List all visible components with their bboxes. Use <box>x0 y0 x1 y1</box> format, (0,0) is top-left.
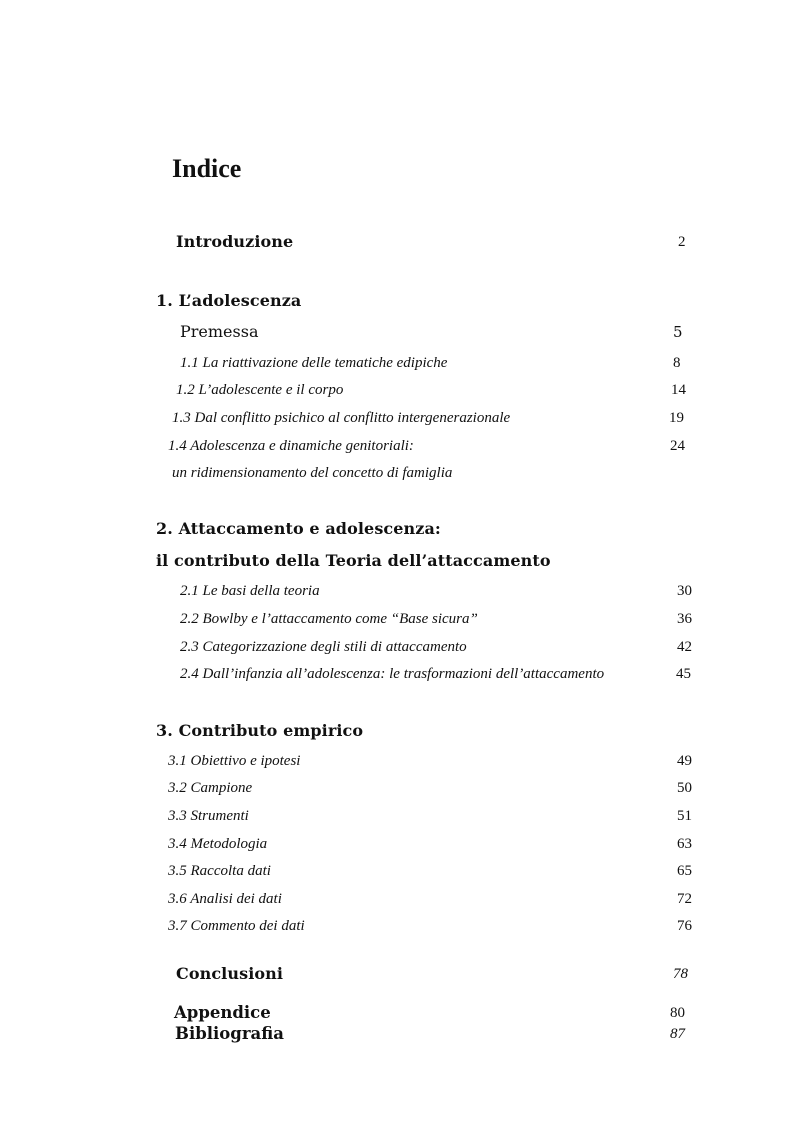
toc-section-1-1-page: 8 <box>673 355 681 371</box>
toc-bibliografia-page: 87 <box>670 1026 685 1042</box>
toc-section-2-4-page: 45 <box>676 666 691 682</box>
toc-premessa-label: Premessa <box>180 322 259 341</box>
toc-section-3-3: 3.3 Strumenti <box>168 808 249 824</box>
toc-section-2-1-page: 30 <box>677 583 692 599</box>
toc-conclusioni-label: Conclusioni <box>176 964 284 983</box>
toc-chapter-2-heading: 2. Attaccamento e adolescenza: <box>156 519 441 538</box>
toc-section-3-5: 3.5 Raccolta dati <box>168 863 271 879</box>
toc-section-3-5-page: 65 <box>677 863 692 879</box>
toc-section-3-2-page: 50 <box>677 780 692 796</box>
toc-section-1-1: 1.1 La riattivazione delle tematiche edipiche <box>180 355 448 371</box>
toc-section-3-7: 3.7 Commento dei dati <box>168 918 305 934</box>
toc-section-3-1: 3.1 Obiettivo e ipotesi <box>168 753 301 769</box>
toc-section-3-3-page: 51 <box>677 808 692 824</box>
toc-section-1-3: 1.3 Dal conflitto psichico al conflitto intergenerazionale <box>172 410 511 426</box>
toc-section-2-4: 2.4 Dall’infanzia all’adolescenza: le trasformazioni dell’attaccamento <box>180 666 605 682</box>
toc-section-3-6: 3.6 Analisi dei dati <box>168 891 282 907</box>
toc-section-3-4-page: 63 <box>677 836 692 852</box>
toc-section-2-2-page: 36 <box>677 611 692 627</box>
toc-intro-page: 2 <box>678 234 686 250</box>
toc-conclusioni-page: 78 <box>673 966 688 982</box>
toc-intro-label: Introduzione <box>176 232 294 251</box>
toc-premessa-page: 5 <box>673 323 683 341</box>
page-title: Indice <box>172 154 242 183</box>
toc-section-1-2-page: 14 <box>671 382 686 398</box>
toc-section-2-1: 2.1 Le basi della teoria <box>180 583 320 599</box>
toc-section-1-4-continued: un ridimensionamento del concetto di famiglia <box>172 465 453 481</box>
toc-section-2-2: 2.2 Bowlby e l’attaccamento come “Base sicura” <box>180 611 478 627</box>
toc-section-2-3-page: 42 <box>677 639 692 655</box>
toc-section-1-2: 1.2 L’adolescente e il corpo <box>176 382 344 398</box>
toc-section-2-3: 2.3 Categorizzazione degli stili di attaccamento <box>180 639 467 655</box>
toc-chapter-2-subheading: il contributo della Teoria dell’attaccamento <box>156 551 551 570</box>
toc-section-1-4-page: 24 <box>670 438 685 454</box>
toc-appendice-page: 80 <box>670 1005 685 1021</box>
toc-section-1-3-page: 19 <box>669 410 684 426</box>
toc-section-3-2: 3.2 Campione <box>168 780 253 796</box>
toc-section-3-6-page: 72 <box>677 891 692 907</box>
toc-section-3-7-page: 76 <box>677 918 692 934</box>
toc-section-3-1-page: 49 <box>677 753 692 769</box>
toc-section-3-4: 3.4 Metodologia <box>168 836 268 852</box>
toc-chapter-1-heading: 1. L’adolescenza <box>156 291 302 310</box>
toc-chapter-3-heading: 3. Contributo empirico <box>156 721 364 740</box>
toc-bibliografia-label: Bibliografia <box>175 1024 284 1043</box>
toc-appendice-label: Appendice <box>174 1003 271 1022</box>
toc-section-1-4: 1.4 Adolescenza e dinamiche genitoriali: <box>168 438 414 454</box>
